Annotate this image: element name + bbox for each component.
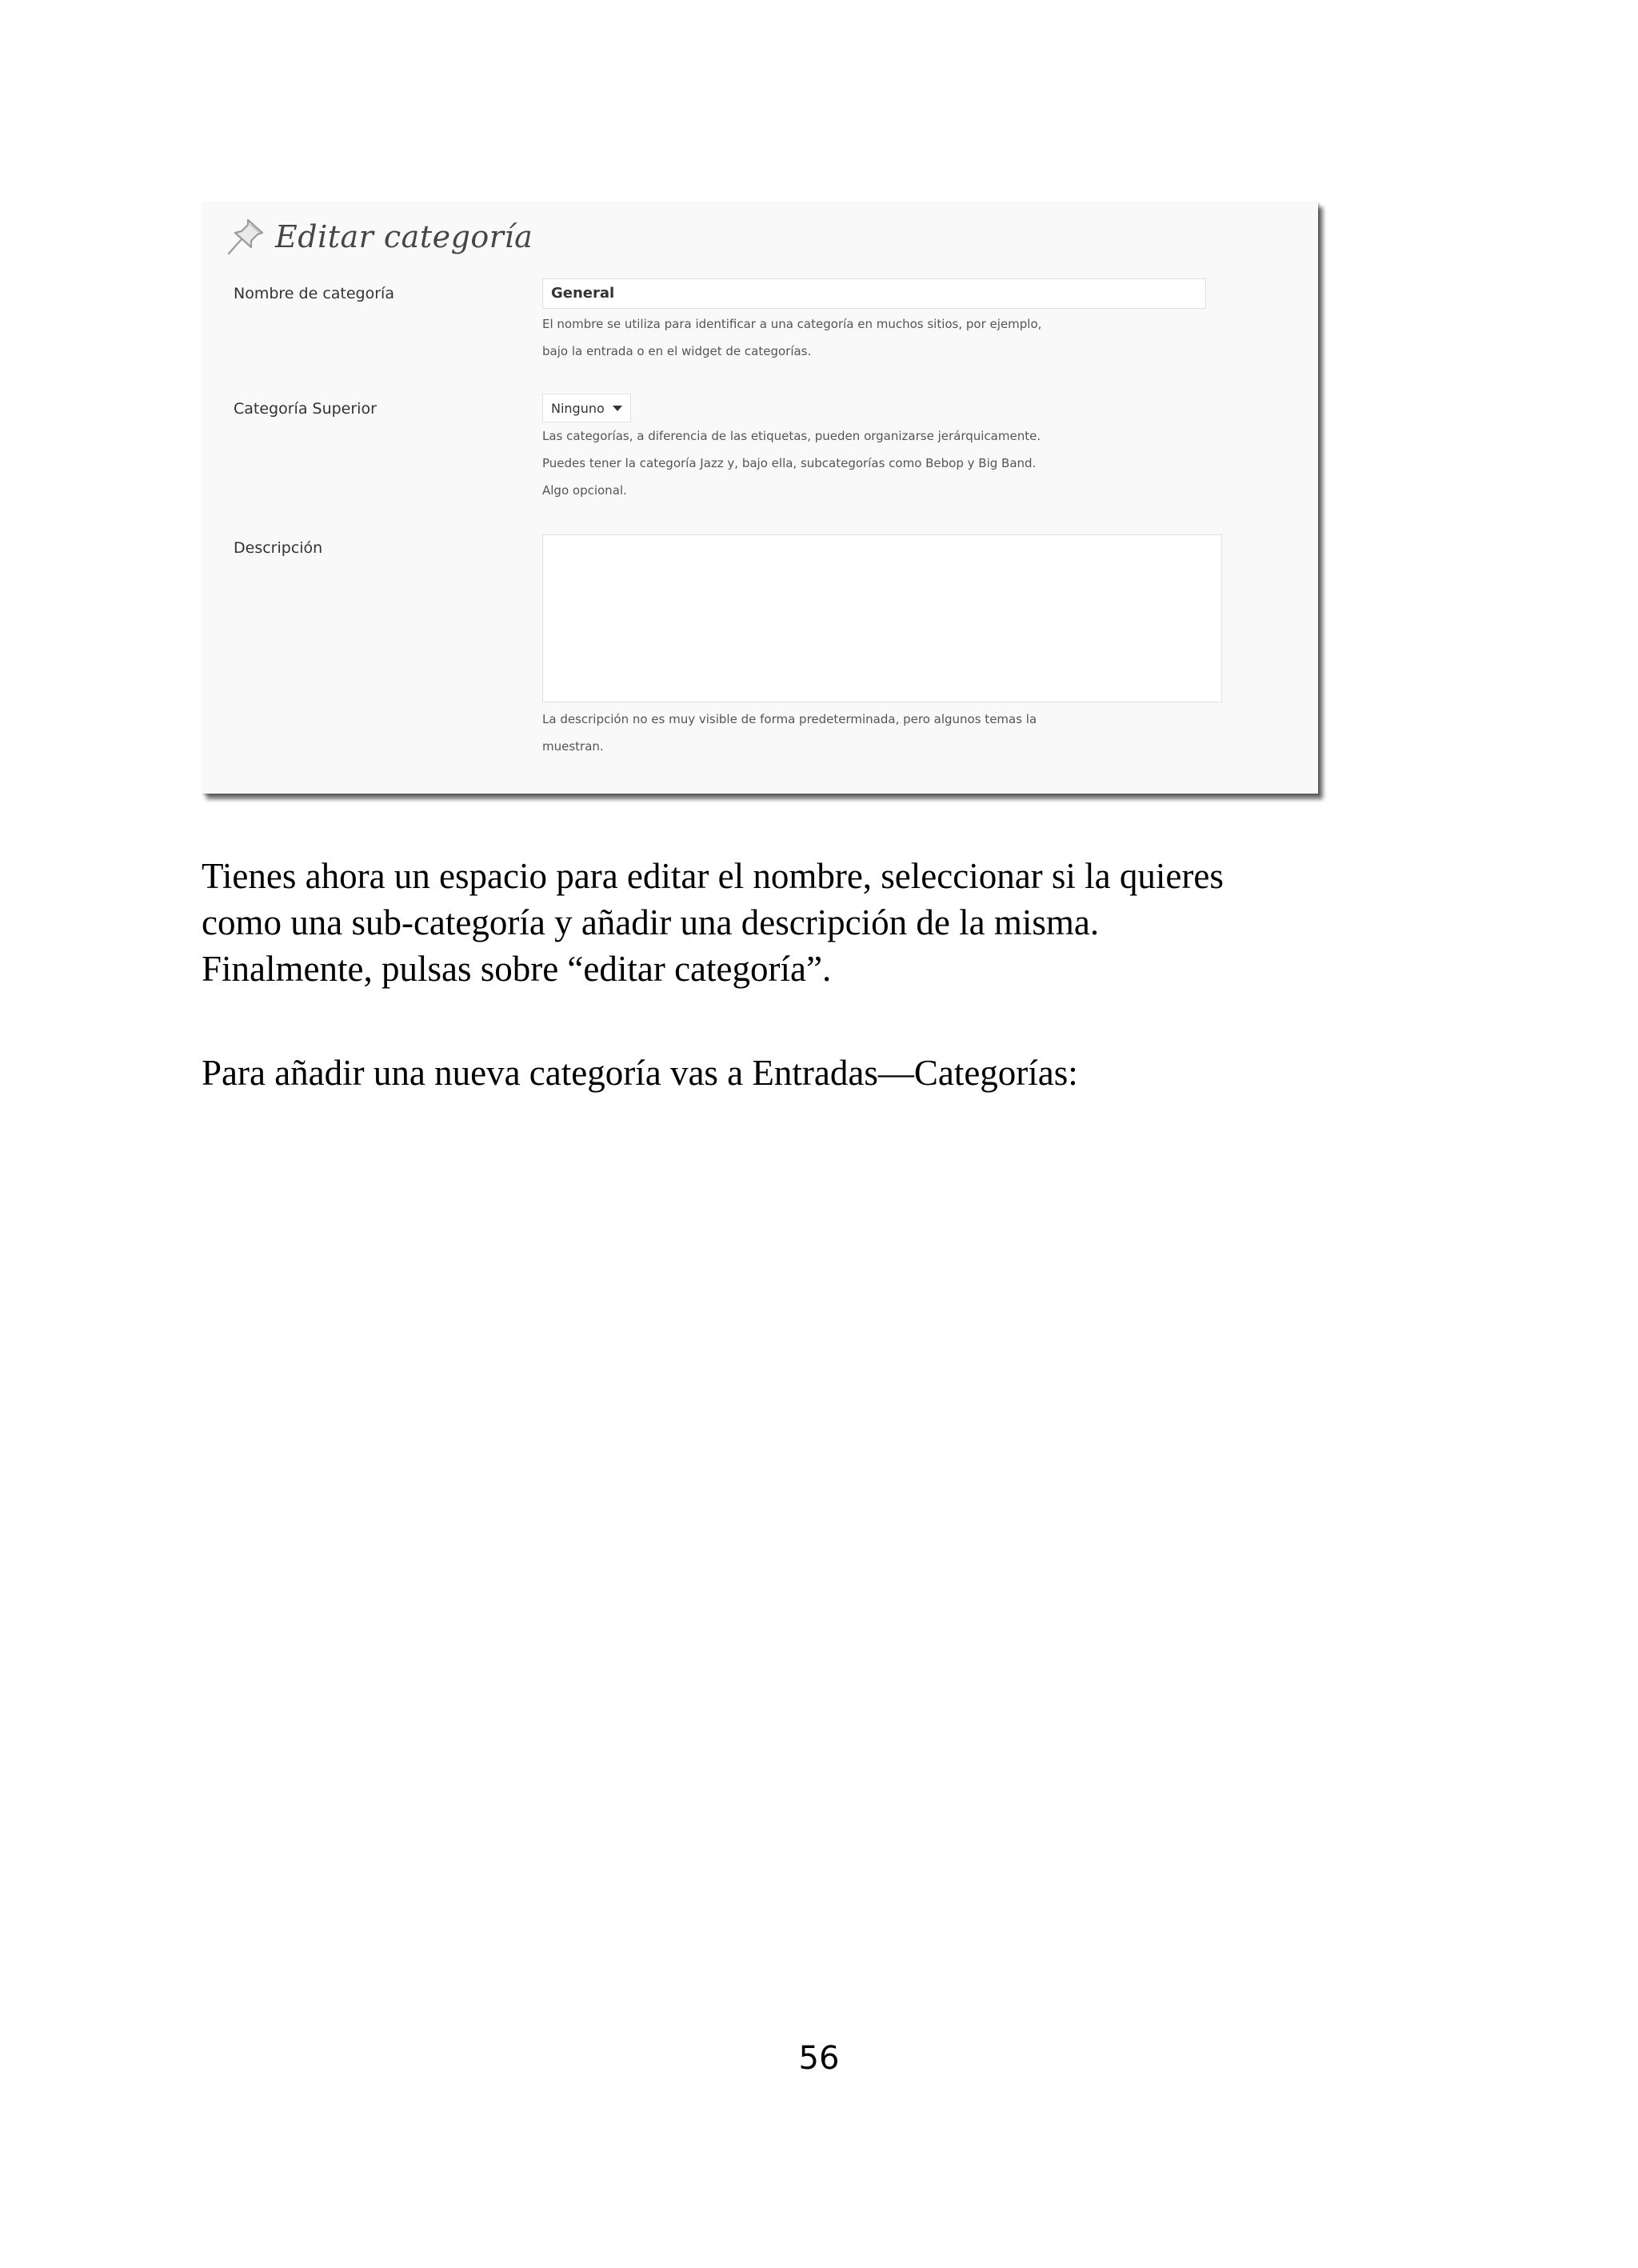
paragraph-1-line-3: Finalmente, pulsas sobre “editar categoría”.: [202, 949, 832, 989]
chevron-down-icon: [613, 406, 622, 411]
parent-category-help-2: Puedes tener la categoría Jazz y, bajo ella, subcategorías como Bebop y Big Band.: [542, 456, 1037, 470]
pushpin-icon: [224, 215, 267, 258]
category-name-field-group: [542, 278, 1262, 365]
description-textarea[interactable]: [542, 534, 1222, 702]
paragraph-1-line-1: Tienes ahora un espacio para editar el nombre, seleccionar si la quieres: [202, 856, 1224, 896]
category-name-input[interactable]: General: [542, 278, 1206, 309]
parent-category-select[interactable]: [542, 394, 631, 422]
category-name-help-2: bajo la entrada o en el widget de categorías.: [542, 344, 812, 358]
page-number: 56: [798, 2040, 840, 2077]
description-help-2: muestran.: [542, 739, 604, 754]
parent-category-help-1: Las categorías, a diferencia de las etiquetas, pueden organizarse jerárquicamente.: [542, 429, 1041, 443]
edit-category-header: [224, 213, 533, 261]
description-field-group: [542, 534, 1262, 760]
description-help-1: La descripción no es muy visible de forma predeterminada, pero algunos temas la: [542, 712, 1037, 726]
parent-category-label: Categoría Superior: [234, 400, 377, 418]
parent-category-field-group: [542, 394, 1262, 504]
parent-category-selected: Ninguno: [551, 400, 605, 416]
paragraph-2-line-1: Para añadir una nueva categoría vas a Entradas—Categorías:: [202, 1053, 1078, 1093]
category-name-help-1: El nombre se utiliza para identificar a una categoría en muchos sitios, por ejemplo,: [542, 317, 1042, 331]
category-name-label: Nombre de categoría: [234, 285, 394, 302]
edit-category-title: Editar categoría: [275, 219, 533, 254]
paragraph-1-line-2: como una sub-categoría y añadir una descripción de la misma.: [202, 902, 1100, 942]
description-label: Descripción: [234, 539, 323, 557]
parent-category-help-3: Algo opcional.: [542, 483, 627, 498]
edit-category-screenshot: [202, 202, 1318, 794]
